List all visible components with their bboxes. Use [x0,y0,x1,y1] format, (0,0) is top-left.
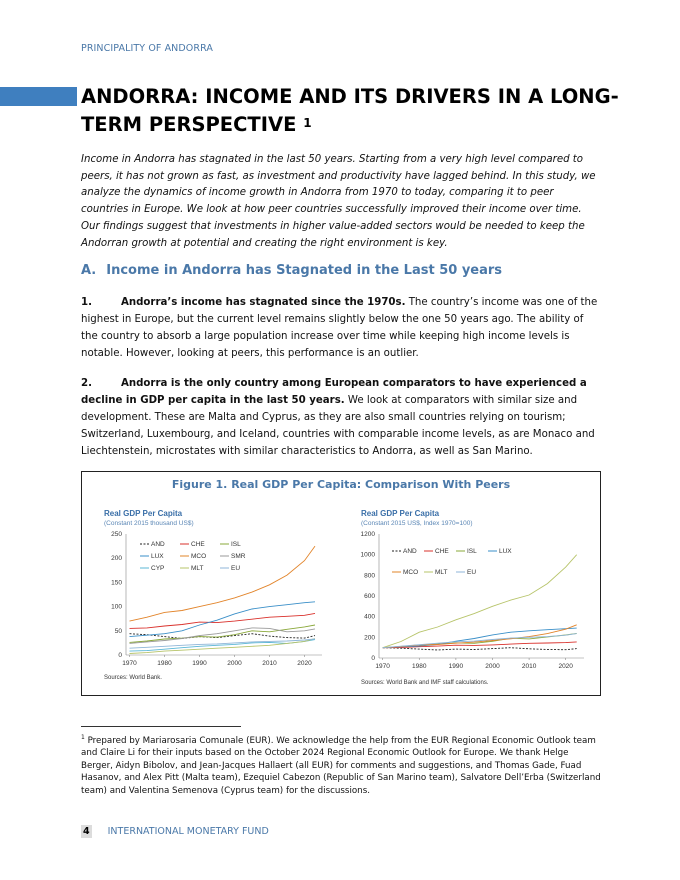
paragraph-body: We look at comparators with similar size and development. These are Malta and Cyprus, as they are also small countries relying on tourism; Switzerland, Luxembourg, and Iceland, countries with comparable income levels, as are Monaco and Liechtenstein, microstates with similar characteristics to Andorra, as well as San Marino. [81,395,595,457]
chart1-legend-label: CHE [191,541,205,548]
footnote-text: Prepared by Mariarosaria Comunale (EUR). We acknowledge the help from the EUR Regional Economic Outlook team and Claire Li for their inputs based on the October 2024 Regional Economic Outlook for Europe. We thank Helge Berger, Aidyn Bibolov, and Jean-Jacques Hallaert (all EUR) for comments and suggestions, and Thomas Gade, Fuad Hasanov, and Alex Pitt (Malta team), Ezequiel Cabezon (Republic of San Marino team), Salvatore Dell’Erba (Switzerland team) and Valentina Semenova (Cyprus team) for the discussions. [81,735,601,796]
chart2-y-tick-label: 800 [364,572,375,580]
chart2-y-tick-label: 200 [364,634,375,642]
chart1-series-che [130,613,316,628]
chart2-legend-label: MCO [403,569,419,576]
paragraph-2 [81,375,601,460]
chart2-y-tick-label: 1000 [360,551,375,559]
paragraph-lead: Andorra’s income has stagnated since the 1970s. [121,297,406,308]
chart2-x-tick-label: 1980 [412,663,427,670]
chart1-legend-label: LUX [151,553,164,560]
page-title [81,83,641,139]
chart1-legend-label: CYP [151,565,165,572]
running-head: PRINCIPALITY OF ANDORRA [81,43,213,54]
page-title-text: ANDORRA: INCOME AND ITS DRIVERS IN A LONG-TERM PERSPECTIVE [81,85,619,136]
chart2-y-tick-label: 0 [371,655,375,662]
chart1-x-tick-label: 1990 [192,660,207,667]
chart1-legend-label: MLT [191,565,204,572]
title-accent-bar [0,87,77,106]
page-footer [81,826,269,837]
section-number: A. [81,263,97,278]
chart2-title: Real GDP Per Capita [361,509,440,518]
abstract: Income in Andorra has stagnated in the last 50 years. Starting from a very high level compared to peers, it has not grown as fast, as investment and productivity have lagged behind. In this study, we analyze the dynamics of income growth in Andorra from 1970 to today, comparing it to peer countries in Europe. We look at how peer countries successfully improved their income over time. Our findings suggest that investments in higher value-added sectors would be needed to keep the Andorran growth at potential and creating the right environment is key. [81,154,596,249]
paragraph-number: 2. [81,378,92,389]
chart2-y-tick-label: 600 [364,593,375,600]
chart1-legend-label: AND [151,541,165,548]
chart2-source: Sources: World Bank and IMF staff calculations. [361,680,489,686]
chart2-x-tick-label: 1970 [375,663,390,670]
chart2-legend-label: AND [403,548,417,555]
chart2-series-lux [383,628,577,648]
chart1-x-tick-label: 2010 [262,660,277,667]
chart1-x-tick-label: 1980 [157,660,172,667]
chart1-x-tick-label: 1970 [122,660,137,667]
chart1-legend-label: MCO [191,553,207,560]
chart2-legend-label: EU [467,569,477,576]
title-footnote-mark: 1 [303,116,312,130]
section-title: Income in Andorra has Stagnated in the Last 50 years [106,263,503,278]
chart1-y-tick-label: 250 [111,531,122,538]
chart1-y-tick-label: 100 [111,603,122,611]
chart1-y-tick-label: 0 [118,652,122,659]
paragraph-body: The country’s income was one of the highest in Europe, but the current level remains slightly below the one 50 years ago. The ability of the country to absorb a large population increase over time while keeping high income levels is notable. However, looking at peers, this performance is an outlier. [81,297,598,359]
chart2-series-and [383,648,577,650]
paragraph-lead: Andorra is the only country among European comparators to have experienced a decline in GDP per capita in the last 50 years. [81,378,587,406]
paragraph-1 [81,294,601,362]
chart2-x-tick-label: 2000 [485,663,500,670]
chart1-y-tick-label: 50 [114,627,122,635]
chart2-x-tick-label: 2020 [558,663,573,670]
chart2-legend-label: LUX [499,548,512,555]
chart1-title: Real GDP Per Capita [104,509,183,518]
figure-title: Figure 1. Real GDP Per Capita: Comparison With Peers [171,478,511,491]
chart2-legend-label: MLT [435,569,448,576]
chart1-series-isl [130,625,316,642]
chart1-x-tick-label: 2000 [227,660,242,667]
chart2-x-tick-label: 1990 [448,663,464,670]
chart1-y-tick-label: 200 [111,555,122,563]
chart2-legend-label: ISL [467,548,477,555]
figure-charts [82,472,600,695]
chart2-y-tick-label: 400 [364,613,375,621]
section-heading [81,263,502,278]
chart1-x-tick-label: 2020 [297,660,312,667]
chart2-subtitle: (Constant 2015 US$, Index 1970=100) [361,520,473,527]
chart2-x-tick-label: 2010 [521,663,537,670]
chart1-legend-label: EU [231,565,241,572]
chart2-legend-label: CHE [435,548,449,555]
paragraph-number: 1. [81,297,92,308]
footnote-mark: 1 [81,734,85,741]
footnote-rule [81,726,241,727]
footer-text: INTERNATIONAL MONETARY FUND [107,826,269,837]
chart1-source: Sources: World Bank. [104,675,162,681]
chart2-y-tick-label: 1200 [360,531,375,538]
chart1-legend-label: ISL [231,541,241,548]
footnote [81,732,601,797]
figure-1 [81,471,601,696]
page-number: 4 [83,826,90,837]
chart1-legend-label: SMR [231,553,246,560]
chart1-subtitle: (Constant 2015 thousand US$) [104,520,194,527]
chart1-y-tick-label: 150 [111,579,122,587]
